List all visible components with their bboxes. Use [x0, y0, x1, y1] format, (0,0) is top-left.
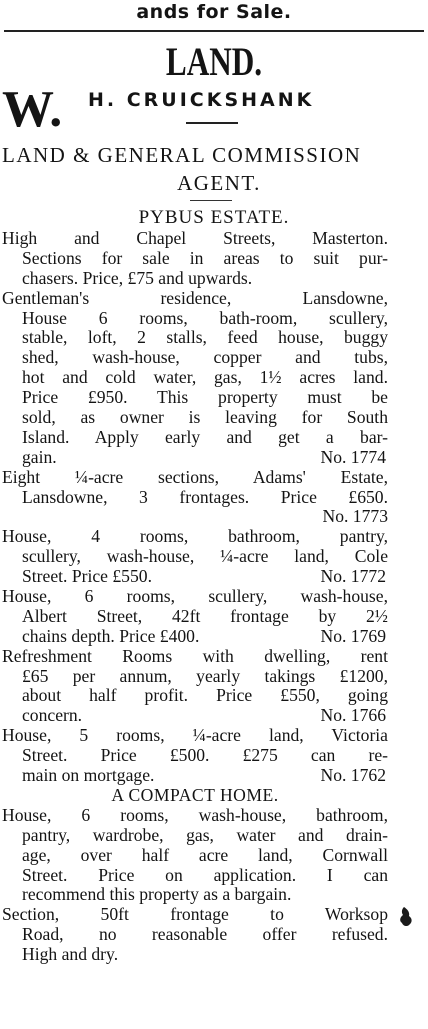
listing-line: Albert Street, 42ft frontage by 2½ [22, 605, 388, 626]
ink-smudge [398, 906, 414, 928]
listing-line [2, 706, 388, 726]
listing [2, 647, 388, 727]
listing-line: about half profit. Price £550, going [22, 685, 388, 706]
agent-initial: W. [2, 81, 63, 138]
listing-line: Refreshment Rooms with dwelling, rent [2, 645, 388, 666]
listing-number: No. 1766 [320, 705, 386, 726]
listing-line: hot and cold water, gas, 1½ acres land. [22, 367, 388, 388]
listing-line: stable, loft, 2 stalls, feed house, buggy [22, 327, 388, 348]
listing-number: No. 1772 [320, 566, 386, 587]
listing-line-text: gain. [22, 446, 57, 467]
listing-line: Street. Price on application. I can [22, 864, 388, 885]
listing-line: age, over half acre land, Cornwall [22, 844, 388, 865]
compact-home [2, 786, 388, 905]
listing-line: Gentleman's residence, Lansdowne, [2, 287, 388, 308]
listing-line: Street. Price £500. £275 can re- [22, 745, 388, 766]
listing [2, 587, 388, 647]
listing-number: No. 1773 [322, 506, 388, 527]
listing-line: sold, as owner is leaving for South [22, 407, 388, 428]
estate-heading: PYBUS ESTATE. [138, 207, 290, 228]
listing-line: Road, no reasonable offer refused. [22, 924, 388, 945]
listing [2, 289, 388, 468]
listing-line-text: chains depth. Price £400. [22, 625, 200, 646]
listings [2, 229, 388, 965]
top-rule [4, 30, 424, 32]
listing-line: House 6 rooms, bath-room, scullery, [22, 307, 388, 328]
listing-line: shed, wash-house, copper and tubs, [22, 347, 388, 368]
listing-line: High and Chapel Streets, Masterton. [2, 228, 388, 248]
listing-line: scullery, wash-house, ¼-acre land, Cole [22, 546, 388, 567]
listing-line-text: main on mortgage. [22, 765, 155, 786]
listing-line: Eight ¼-acre sections, Adams' Estate, [2, 466, 388, 487]
listing-line: chasers. Price, £75 and upwards. [22, 267, 253, 288]
listing-line [2, 448, 388, 468]
section-listing [2, 905, 388, 965]
listing-line: £65 per annum, yearly takings £1200, [22, 665, 388, 686]
agent-name: H. CRUICKSHANK [88, 89, 315, 111]
listing-line: recommend this property as a bargain. [22, 884, 292, 905]
listing [2, 726, 388, 786]
listing-line: House, 4 rooms, bathroom, pantry, [2, 526, 388, 547]
listing-line: High and dry. [22, 944, 119, 965]
listing-number: No. 1762 [320, 765, 386, 786]
listing-line: Price £950. This property must be [22, 387, 388, 408]
listing-line: pantry, wardrobe, gas, water and drain- [22, 824, 388, 845]
listing-number: No. 1769 [320, 625, 386, 646]
listing-line: Section, 50ft frontage to Worksop [2, 904, 388, 925]
listing-line: Island. Apply early and get a bar- [22, 426, 388, 447]
name-rule [186, 122, 238, 124]
agent-role-line2: AGENT. [177, 171, 261, 195]
listing-number: No. 1774 [320, 446, 386, 467]
listing-line [2, 627, 388, 647]
listing-line: Lansdowne, 3 frontages. Price £650. [22, 486, 388, 507]
role-rule [190, 200, 232, 201]
compact-heading: A COMPACT HOME. [111, 784, 279, 805]
advert-title: LAND. [165, 39, 263, 84]
listing [2, 229, 388, 289]
listing-line [2, 766, 388, 786]
listing-line-text: concern. [22, 705, 83, 726]
listing-line: House, 6 rooms, scullery, wash-house, [2, 586, 388, 607]
listing-line: House, 5 rooms, ¼-acre land, Victoria [2, 725, 388, 746]
listing-line: House, 6 rooms, wash-house, bathroom, [2, 804, 388, 825]
listing [2, 468, 388, 528]
agent-role-line1: LAND & GENERAL COMMISSION [2, 143, 362, 167]
listing-line-text: Street. Price £550. [22, 566, 152, 587]
listing [2, 527, 388, 587]
listing-line [2, 567, 388, 587]
section-heading: ands for Sale. [136, 1, 292, 23]
listing-line: Sections for sale in areas to suit pur- [22, 247, 388, 268]
